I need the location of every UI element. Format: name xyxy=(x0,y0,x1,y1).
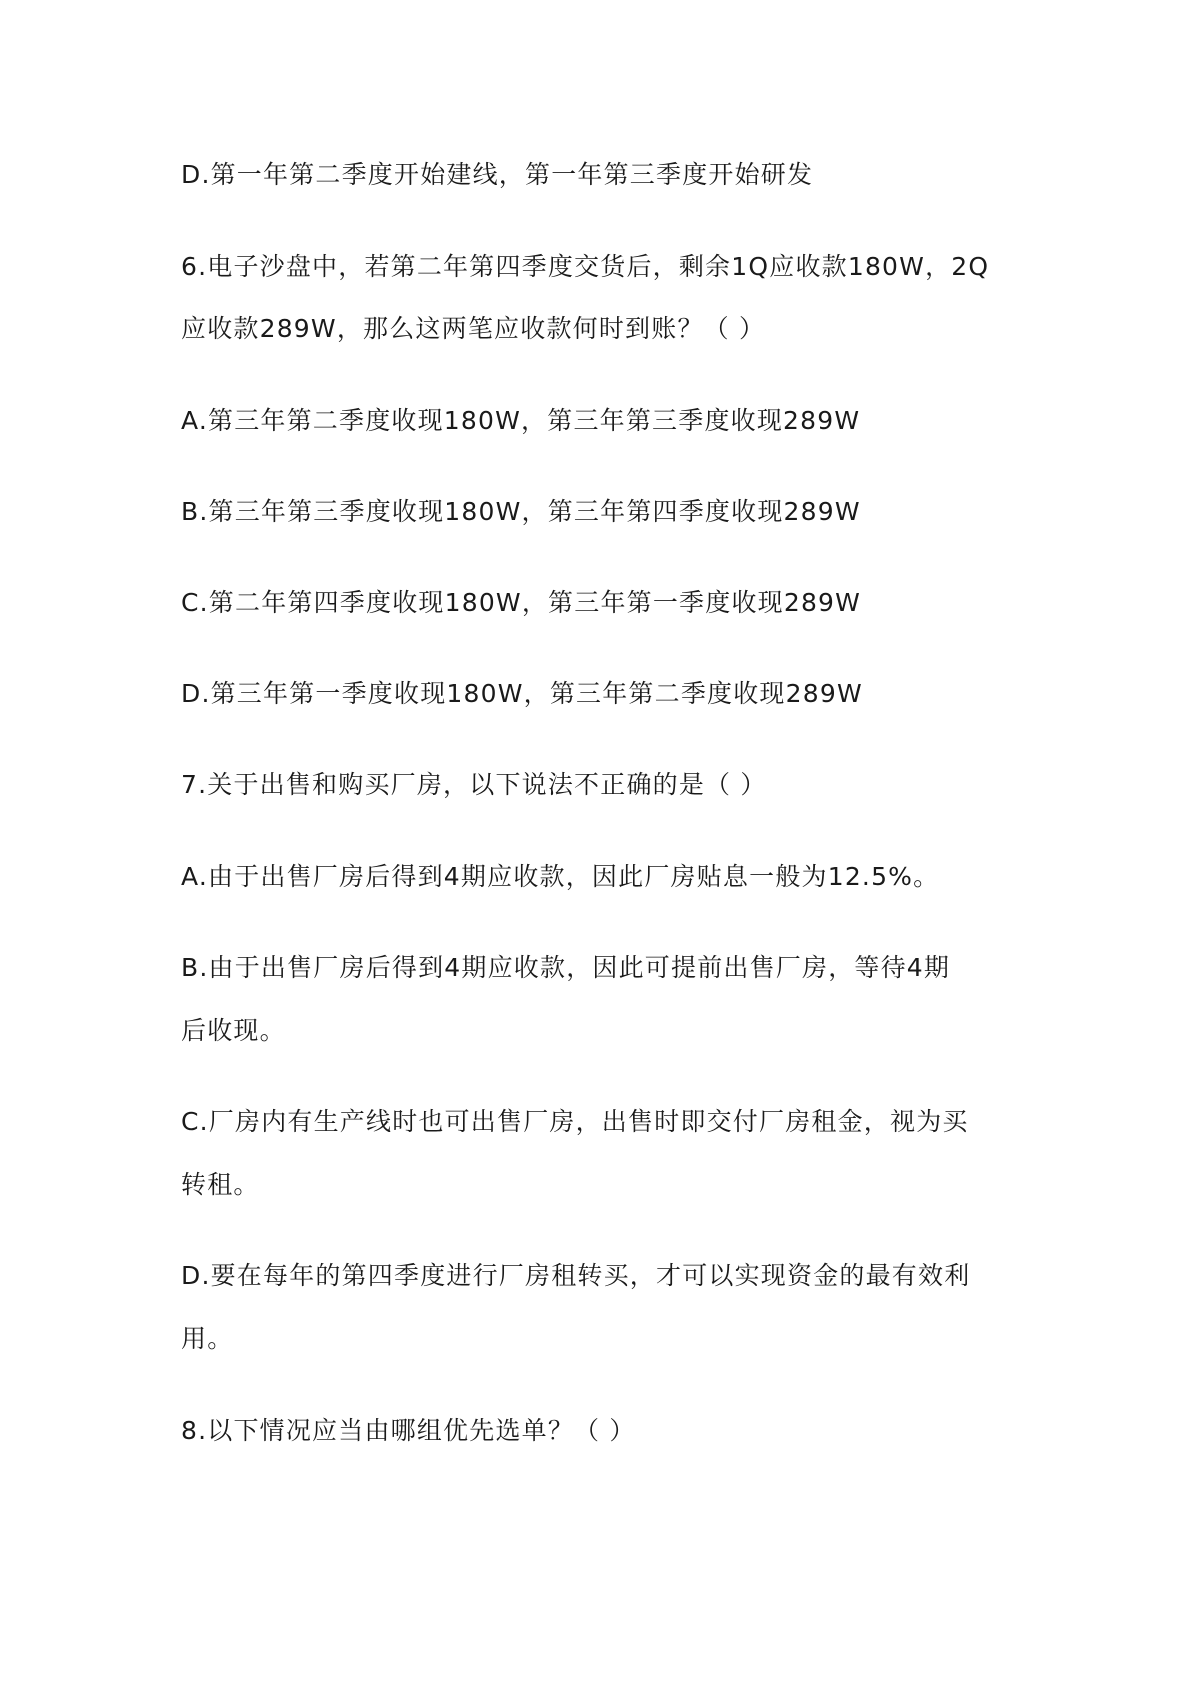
option-6a: A.第三年第二季度收现180W，第三年第三季度收现289W xyxy=(181,406,861,435)
question-8: 8.以下情况应当由哪组优先选单？（ ） xyxy=(181,1416,636,1445)
question-6-line-2: 应收款289W，那么这两笔应收款何时到账？（ ） xyxy=(181,314,766,343)
question-7: 7.关于出售和购买厂房，以下说法不正确的是（ ） xyxy=(181,770,767,799)
option-7c-line-1: C.厂房内有生产线时也可出售厂房，出售时即交付厂房租金，视为买 xyxy=(181,1107,969,1136)
option-7c-line-2: 转租。 xyxy=(181,1170,260,1199)
option-7a: A.由于出售厂房后得到4期应收款，因此厂房贴息一般为12.5%。 xyxy=(181,862,940,891)
text-line-5d: D.第一年第二季度开始建线，第一年第三季度开始研发 xyxy=(181,160,814,189)
option-7b-line-2: 后收现。 xyxy=(181,1016,286,1045)
option-7d-line-1: D.要在每年的第四季度进行厂房租转买，才可以实现资金的最有效利 xyxy=(181,1261,971,1290)
question-6-line-1: 6.电子沙盘中，若第二年第四季度交货后，剩余1Q应收款180W，2Q xyxy=(181,252,990,281)
option-6d: D.第三年第一季度收现180W，第三年第二季度收现289W xyxy=(181,679,863,708)
option-7b-line-1: B.由于出售厂房后得到4期应收款，因此可提前出售厂房，等待4期 xyxy=(181,953,951,982)
option-7d-line-2: 用。 xyxy=(181,1324,234,1353)
option-6c: C.第二年第四季度收现180W，第三年第一季度收现289W xyxy=(181,588,862,617)
option-6b: B.第三年第三季度收现180W，第三年第四季度收现289W xyxy=(181,497,861,526)
